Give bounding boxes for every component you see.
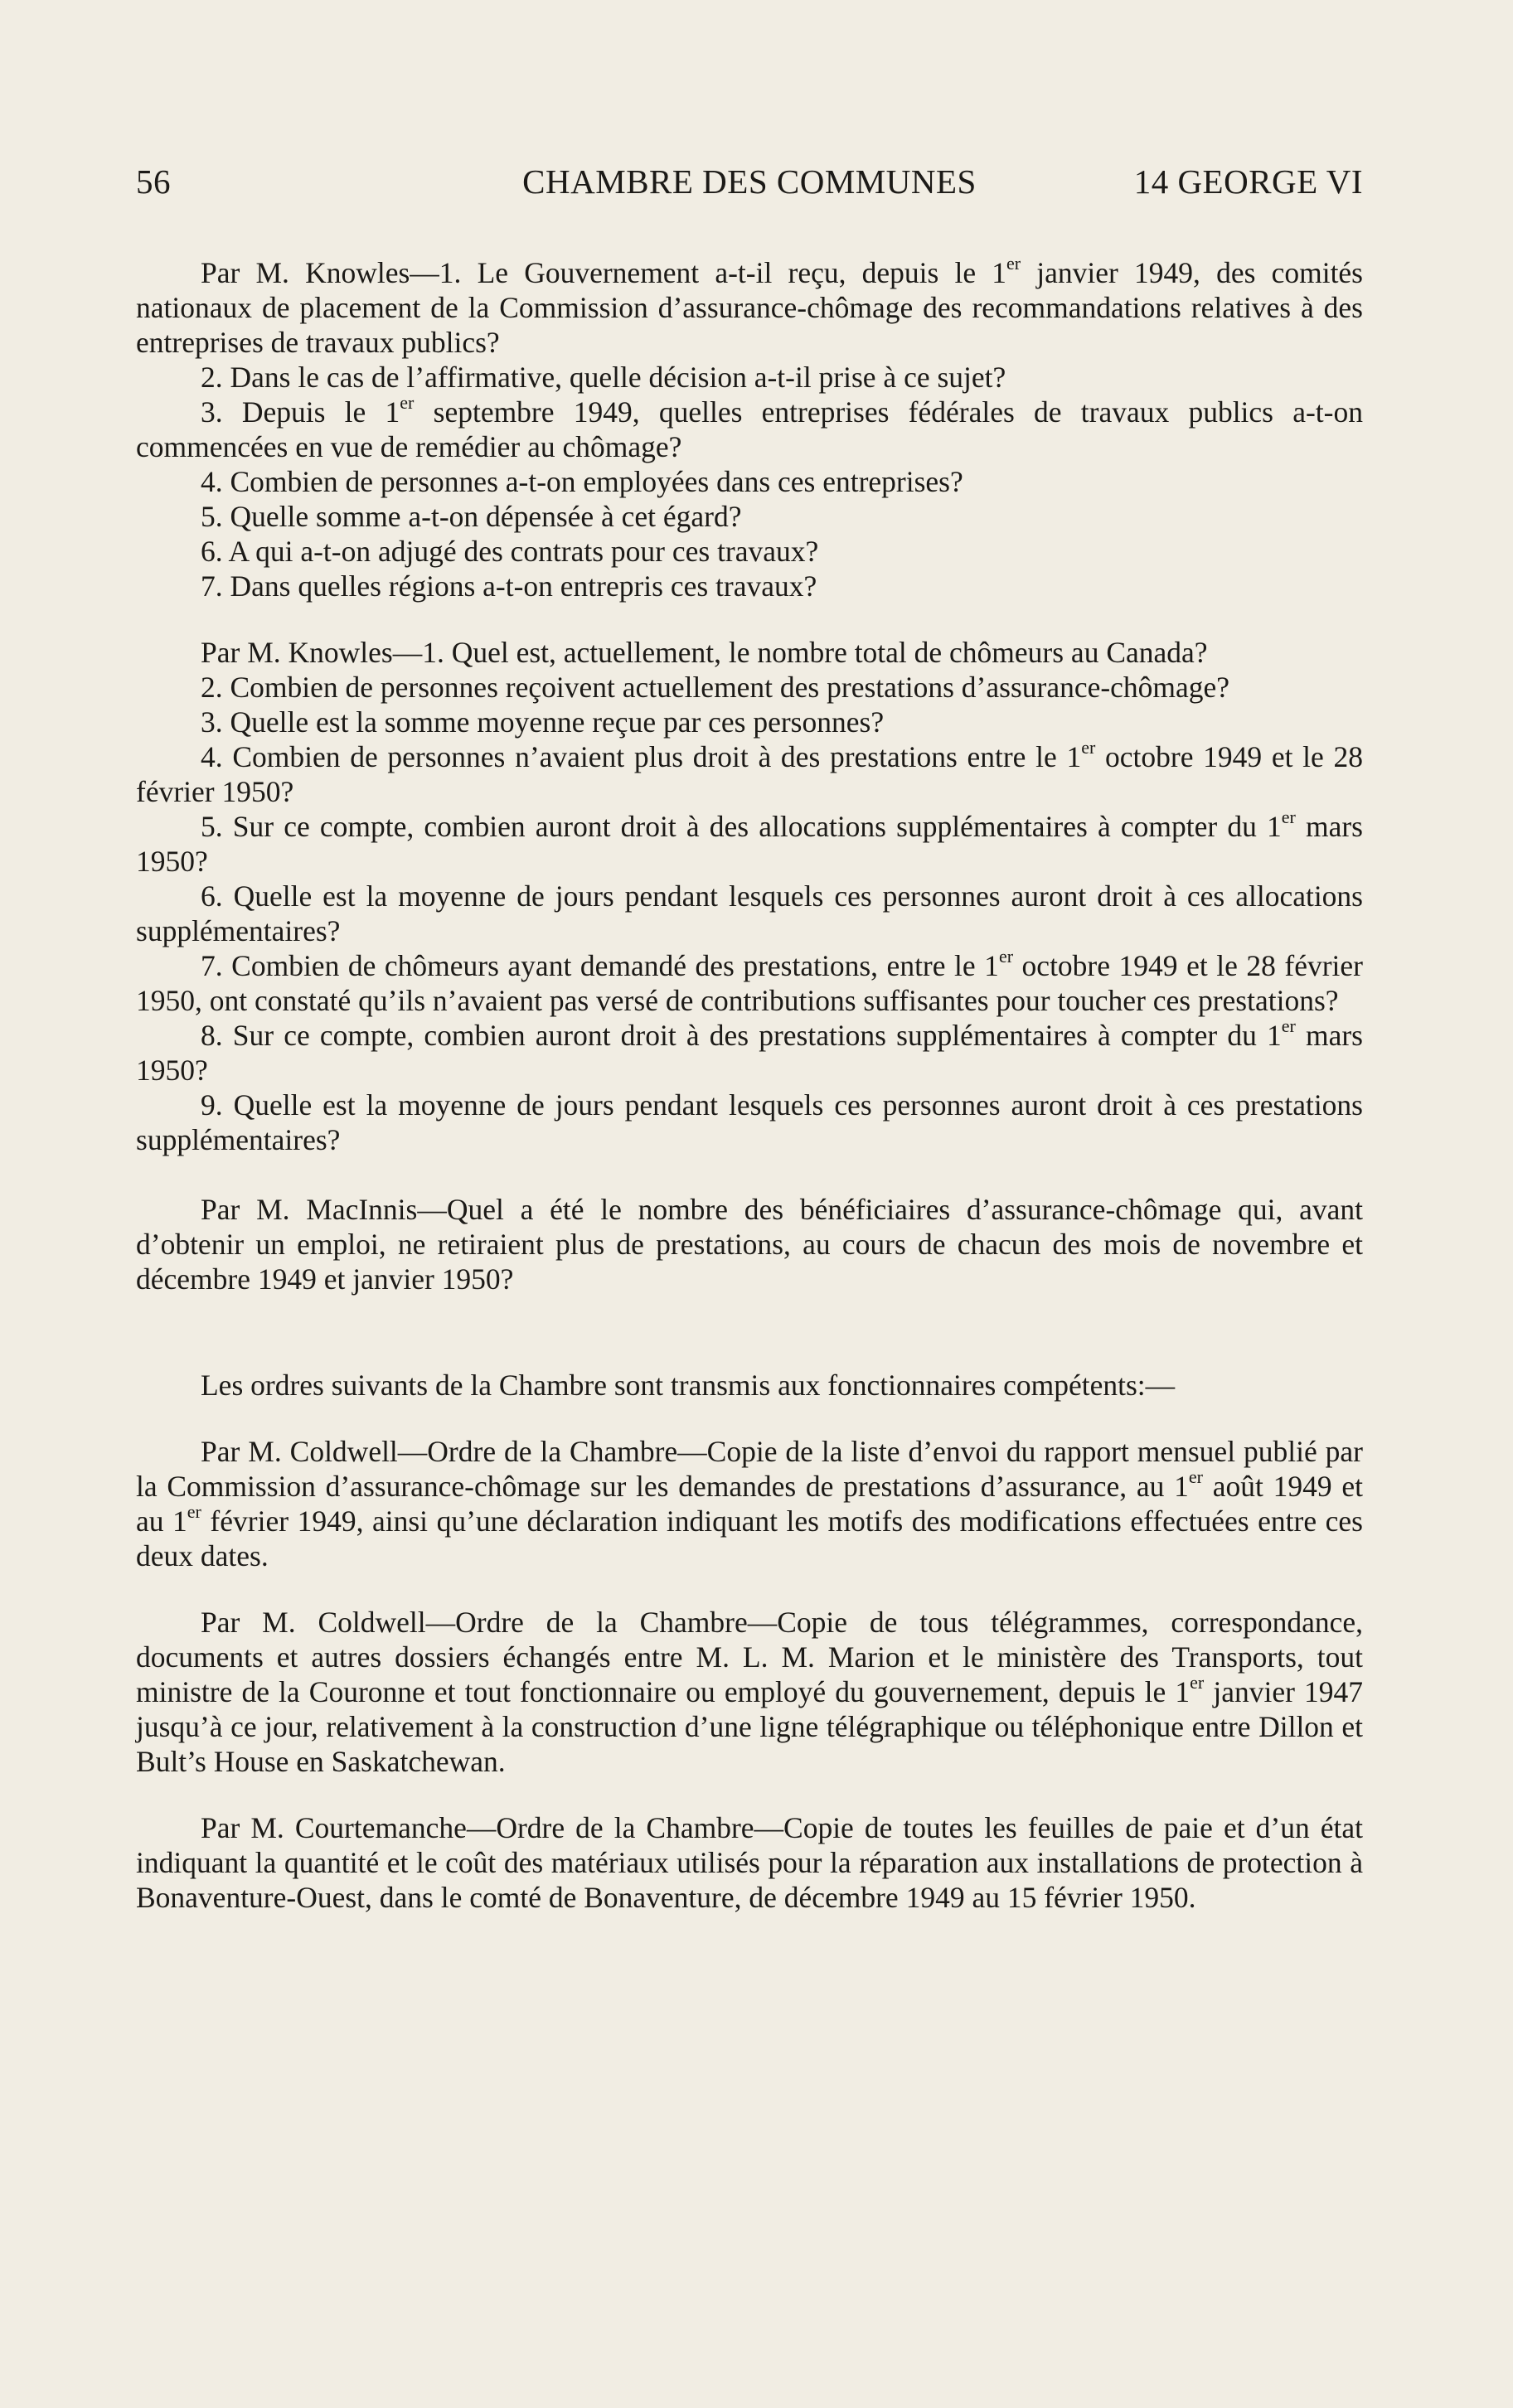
q2-item-5: 5. Sur ce compte, combien auront droit à des allocations supplémentaires à compter du 1er mars 1950? (136, 806, 1363, 878)
document-body (136, 252, 1363, 1915)
q2-item-4: 4. Combien de personnes n’avaient plus droit à des prestations entre le 1er octobre 1949 et le 28 février 1950? (136, 736, 1363, 808)
q2-intro: Par M. Knowles—1. Quel est, actuellement, le nombre total de chômeurs au Canada? (201, 636, 1208, 669)
session-label: 14 GEORGE VI (1133, 162, 1363, 201)
q1-intro: Par M. Knowles—1. Le Gouvernement a-t-il reçu, depuis le 1er janvier 1949, des comités nationaux de placement de la Commission d’assurance-chômage des recommandations relatives à des entreprises de travaux publics? (136, 252, 1363, 359)
q2-item-9: 9. Quelle est la moyenne de jours pendant lesquels ces personnes auront droit à ces prestations supplémentaires? (136, 1088, 1363, 1156)
page-header (136, 162, 1363, 211)
q3-text: Par M. MacInnis—Quel a été le nombre des bénéficiaires d’assurance-chômage qui, avant d’obtenir un emploi, ne retiraient plus de prestations, au cours de chacun des mois de novembre et décembre 1949 et janvier 1950? (136, 1193, 1363, 1296)
q2-item-8: 8. Sur ce compte, combien auront droit à des prestations supplémentaires à compter du 1er mars 1950? (136, 1015, 1363, 1087)
order-3: Par M. Courtemanche—Ordre de la Chambre—Copie de toutes les feuilles de paie et d’un état indiquant la quantité et le coût des matériaux utilisés pour la réparation aux installations de protection à Bonaventure-Ouest, dans le comté de Bonaventure, de décembre 1949 au 15 février 1950. (136, 1811, 1363, 1914)
page-number: 56 (136, 162, 171, 201)
q1-item-5: 5. Quelle somme a-t-on dépensée à cet égard? (201, 500, 742, 533)
order-2: Par M. Coldwell—Ordre de la Chambre—Copie de tous télégrammes, correspondance, documents et autres dossiers échangés entre M. L. M. Marion et le ministère des Transports, tout ministre de la Couronne et tout fonctionnaire ou employé du gouvernement, depuis le 1er janvier 1947 jusqu’à ce jour, relativement à la construction d’une ligne télégraphique ou téléphonique entre Dillon et Bult’s House en Saskatchewan. (136, 1606, 1363, 1778)
order-1: Par M. Coldwell—Ordre de la Chambre—Copie de la liste d’envoi du rapport mensuel publié par la Commission d’assurance-chômage sur les demandes de prestations d’assurance, au 1er août 1949 et au 1er février 1949, ainsi qu’une déclaration indiquant les motifs des modifications effectuées entre ces deux dates. (136, 1435, 1363, 1572)
q1-item-4: 4. Combien de personnes a-t-on employées dans ces entreprises? (201, 465, 963, 498)
q1-item-3: 3. Depuis le 1er septembre 1949, quelles entreprises fédérales de travaux publics a-t-on commencées en vue de remédier au chômage? (136, 391, 1363, 463)
q2-item-2: 2. Combien de personnes reçoivent actuellement des prestations d’assurance-chômage? (201, 671, 1230, 704)
q1-item-7: 7. Dans quelles régions a-t-on entrepris ces travaux? (201, 569, 817, 603)
q2-item-7: 7. Combien de chômeurs ayant demandé des prestations, entre le 1er octobre 1949 et le 28 février 1950, ont constaté qu’ils n’avaient pas versé de contributions suffisantes pour toucher ces prestations? (136, 945, 1363, 1017)
q2-item-3: 3. Quelle est la somme moyenne reçue par ces personnes? (201, 705, 885, 739)
q2-item-6: 6. Quelle est la moyenne de jours pendant lesquels ces personnes auront droit à ces allocations supplémentaires? (136, 879, 1363, 947)
q1-item-2: 2. Dans le cas de l’affirmative, quelle décision a-t-il prise à ce sujet? (201, 361, 1006, 394)
page-title: CHAMBRE DES COMMUNES (522, 162, 977, 201)
q1-item-6: 6. A qui a-t-on adjugé des contrats pour ces travaux? (201, 535, 819, 568)
orders-intro: Les ordres suivants de la Chambre sont transmis aux fonctionnaires compétents:— (201, 1369, 1176, 1402)
